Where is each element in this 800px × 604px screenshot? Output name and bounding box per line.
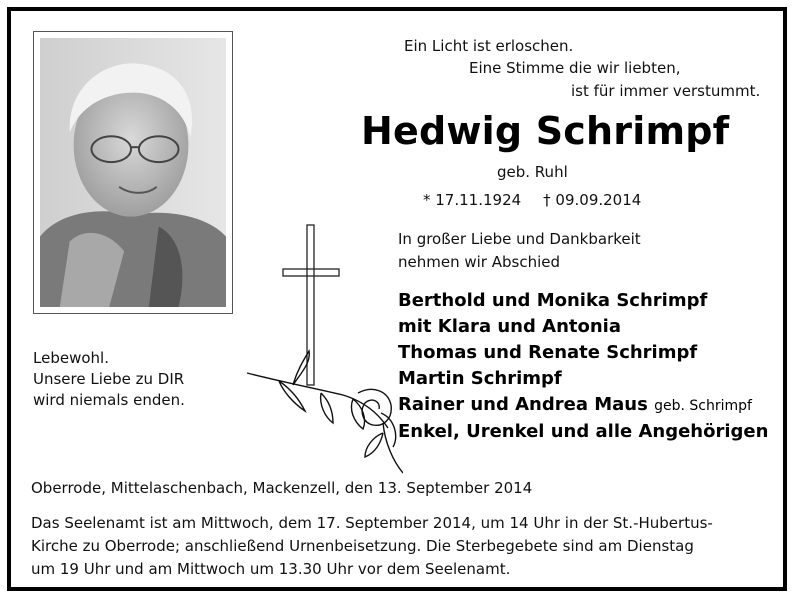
mourner bbox=[398, 340, 768, 366]
lebewohl-text bbox=[33, 348, 185, 411]
farewell-line-1: In großer Liebe und Dankbarkeit bbox=[398, 230, 641, 248]
rose-icon bbox=[247, 351, 403, 473]
farewell-line-2: nehmen wir Abschied bbox=[398, 253, 560, 271]
mourner-name: Enkel, Urenkel und alle Angehörigen bbox=[398, 421, 769, 442]
place-and-date: Oberrode, Mittelaschenbach, Mackenzell, den 13. September 2014 bbox=[31, 479, 533, 497]
verse-line-2: Eine Stimme die wir liebten, bbox=[469, 59, 681, 77]
birth-name: geb. Ruhl bbox=[497, 163, 568, 181]
farewell-text bbox=[398, 228, 641, 274]
mourner bbox=[398, 288, 768, 314]
mourner-name: Rainer und Andrea Maus bbox=[398, 394, 648, 415]
lebewohl-line-3: wird niemals enden. bbox=[33, 391, 185, 409]
portrait-image bbox=[40, 38, 226, 307]
portrait-photo bbox=[33, 31, 233, 314]
service-info bbox=[31, 512, 776, 581]
mourner-name: Martin Schrimpf bbox=[398, 368, 562, 389]
mourner-note: geb. Schrimpf bbox=[654, 398, 752, 414]
service-line-2: Kirche zu Oberrode; anschließend Urnenbeisetzung. Die Sterbegebete sind am Dienstag bbox=[31, 537, 694, 555]
lebewohl-line-1: Lebewohl. bbox=[33, 349, 109, 367]
deceased-name: Hedwig Schrimpf bbox=[361, 109, 730, 153]
life-dates bbox=[423, 191, 641, 209]
mourner-name: Thomas und Renate Schrimpf bbox=[398, 342, 698, 363]
verse-line-3: ist für immer verstummt. bbox=[571, 82, 761, 100]
mourner bbox=[398, 392, 768, 419]
service-line-3: um 19 Uhr und am Mittwoch um 13.30 Uhr vor dem Seelenamt. bbox=[31, 560, 511, 578]
mourner-name: Berthold und Monika Schrimpf bbox=[398, 290, 708, 311]
birth-date: * 17.11.1924 bbox=[423, 191, 522, 209]
service-line-1: Das Seelenamt ist am Mittwoch, dem 17. September 2014, um 14 Uhr in der St.-Hubertus- bbox=[31, 514, 713, 532]
obituary-notice bbox=[7, 7, 787, 591]
death-date: † 09.09.2014 bbox=[543, 191, 642, 209]
lebewohl-line-2: Unsere Liebe zu DIR bbox=[33, 370, 185, 388]
mourner bbox=[398, 314, 768, 340]
mourner-name: mit Klara und Antonia bbox=[398, 316, 621, 337]
verse-line-1: Ein Licht ist erloschen. bbox=[404, 37, 574, 55]
cross-with-rose bbox=[233, 223, 403, 485]
cross-icon bbox=[233, 223, 403, 485]
mourner bbox=[398, 419, 768, 445]
mourner bbox=[398, 366, 768, 392]
mourners-list bbox=[398, 288, 768, 445]
